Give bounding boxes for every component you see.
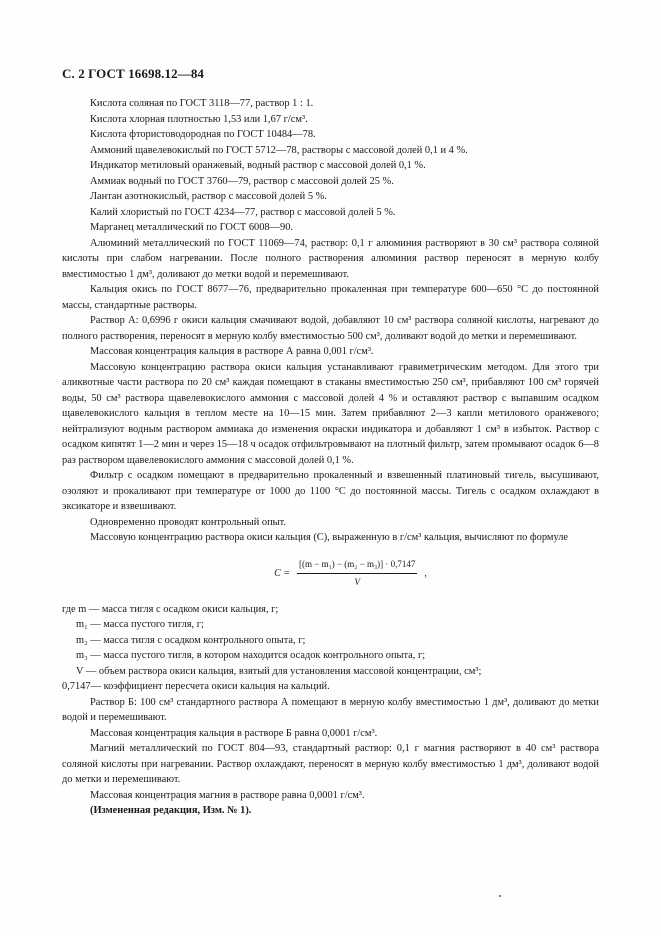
document-body <box>62 96 599 819</box>
formula-numerator: [(m − m₁) − (m₂ − m₃)] · 0,7147 <box>297 557 417 575</box>
definition-item: m₁ — масса пустого тигля, г; <box>76 619 204 630</box>
scan-speck <box>499 895 501 897</box>
reagent-item: Аммоний щавелевокислый по ГОСТ 5712—78, растворы с массовой долей 0,1 и 4 %. <box>90 144 468 156</box>
page-header: С. 2 ГОСТ 16698.12—84 <box>62 66 205 81</box>
paragraph: Фильтр с осадком помещают в предварительно прокаленный и взвешенный платиновый тигель, высушивают, озоляют и прокаливают при температуре от 1000 до 1100 °С до постоянной массы. Тигель с осадком охлаждают в эксикаторе и взвешивают. <box>62 470 599 512</box>
reagent-item: Кислота фтористоводородная по ГОСТ 10484—78. <box>90 129 316 140</box>
reagent-item: Лантан азотнокислый, раствор с массовой долей 5 %. <box>90 191 327 202</box>
reagent-item: Индикатор метиловый оранжевый, водный раствор с массовой долей 0,1 %. <box>90 160 426 171</box>
paragraph: Магний металлический по ГОСТ 804—93, стандартный раствор: 0,1 г магния растворяют в 40 см³ раствора соляной кислоты при нагревании. Раствор охлаждают, переносят в мерную колбу вместимостью 1 дм³, доливают водой до метки и перемешивают. <box>62 743 599 785</box>
definition-item: m₃ — масса пустого тигля, в котором находится осадок контрольного опыта, г; <box>76 650 426 661</box>
paragraph: Массовую концентрацию раствора окиси кальция (С), выраженную в г/см³ кальция, вычисляют по формуле <box>90 532 569 543</box>
definition-last: 0,7147— коэффициент пересчета окиси кальция на кальций. <box>62 681 330 692</box>
paragraph: Одновременно проводят контрольный опыт. <box>90 516 287 528</box>
reagent-item: Калий хлористый по ГОСТ 4234—77, раствор с массовой долей 5 %. <box>90 206 396 218</box>
definition-item: m₂ — масса тигля с осадком контрольного опыта, г; <box>76 634 306 646</box>
paragraph: Массовая концентрация кальция в растворе Б равна 0,0001 г/см³. <box>90 727 378 739</box>
formula-lhs: C = <box>274 567 291 579</box>
paragraph: Алюминий металлический по ГОСТ 11069—74, раствор: 0,1 г алюминия растворяют в 30 см³ раствора соляной кислоты при слабом нагревании. После полного растворения алюминия раствор переносят в мерную колбу вместимостью 1 дм³, доливают до метки водой и перемешивают. <box>62 237 599 280</box>
reagent-item: Кислота хлорная плотностью 1,53 или 1,67 г/см³. <box>90 113 308 125</box>
formula-tail: , <box>424 567 427 579</box>
edition-note: (Измененная редакция, Изм. № 1). <box>90 805 252 816</box>
formula <box>62 546 599 602</box>
reagent-item: Аммиак водный по ГОСТ 3760—79, раствор с массовой долей 25 %. <box>90 175 394 187</box>
paragraph: Раствор А: 0,6996 г окиси кальция смачивают водой, добавляют 10 см³ раствора соляной кислоты, нагревают до полного растворения, переносят в мерную колбу вместимостью 500 см³, доливают водой до метки и перемешивают. <box>62 315 599 342</box>
paragraph: Кальция окись по ГОСТ 8677—76, предварительно прокаленная при температуре 600—650 °С до постоянной массы, стандартные растворы. <box>62 284 599 311</box>
formula-denominator: V <box>354 577 360 587</box>
paragraph: Массовая концентрация магния в растворе равна 0,0001 г/см³. <box>90 789 365 801</box>
paragraph: Раствор Б: 100 см³ стандартного раствора А помещают в мерную колбу вместимостью 1 дм³, доливают до метки водой и перемешивают. <box>62 696 599 723</box>
reagent-item: Марганец металлический по ГОСТ 6008—90. <box>90 222 293 233</box>
definition-first: где m — масса тигля с осадком окиси кальция, г; <box>62 603 279 615</box>
formula-fraction <box>297 557 417 591</box>
paragraph: Массовую концентрацию раствора окиси кальция устанавливают гравиметрическим методом. Для этого три аликвотные части раствора по 20 см³ каждая помещают в стаканы вместимостью 250 см³, прибавляют 100 см³ горячей воды, 50 см³ раствора щавелевокислого аммония с массовой долей 4 % и оставляют раствор с выпавшим осадком щавелевокислого кальция в теплом месте на 10—15 мин. Затем прибавляют 2—3 капли метилового оранжевого; нейтрализуют водным раствором аммиака до изменения окраски индикатора и добавляют 1 см³ в избыток. Раствор с осадком кипятят 1—2 мин и через 15—18 ч осадок отфильтровывают на плотный фильтр, затем промывают осадок 6—8 раз раствором щавелевокислого аммония с массовой долей 0,1 %. <box>62 361 599 466</box>
reagent-item: Кислота соляная по ГОСТ 3118—77, раствор 1 : 1. <box>90 98 314 109</box>
paragraph: Массовая концентрация кальция в растворе А равна 0,001 г/см³. <box>90 346 374 357</box>
definition-item: V — объем раствора окиси кальция, взятый для установления массовой концентрации, см³; <box>76 665 482 677</box>
